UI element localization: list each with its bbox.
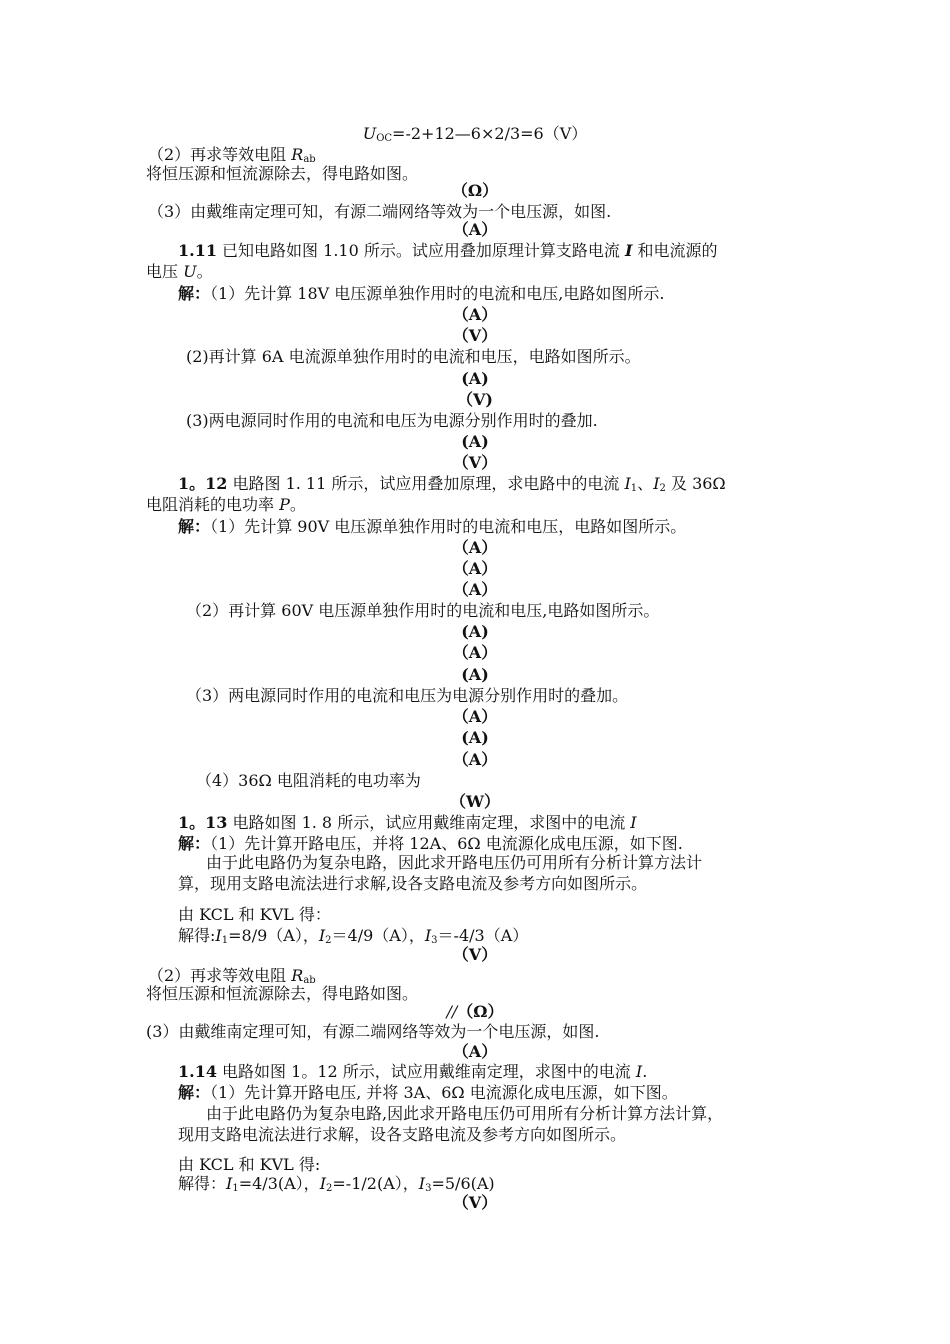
unit-label: （A） [452, 559, 498, 578]
text-line: （3）两电源同时作用的电流和电压为电源分别作用时的叠加。 [186, 686, 629, 705]
solution-line: 解：（1）先计算 90V 电压源单独作用时的电流和电压，电路如图所示。 [178, 517, 687, 536]
unit-label: (A) [461, 369, 489, 388]
unit-label: （Ω） [451, 181, 499, 200]
unit-label: （A） [452, 220, 498, 239]
unit-label: （V） [452, 945, 498, 964]
unit-label: （A） [452, 750, 498, 769]
unit-label: （A） [452, 643, 498, 662]
problem-heading: 1.11 已知电路如图 1.10 所示。试应用叠加原理计算支路电流 I 和电流源的 [178, 241, 718, 260]
solution-line: 解：（1）先计算开路电压，并将 12A、6Ω 电流源化成电压源，如下图. [178, 834, 683, 853]
unit-label: //（Ω） [446, 1002, 504, 1021]
unit-label: (A) [461, 622, 489, 641]
problem-heading: 1.14 电路如图 1。12 所示，试应用戴维南定理，求图中的电流 I. [178, 1062, 648, 1081]
text-line: 将恒压源和恒流源除去，得电路如图。 [146, 164, 419, 183]
unit-label: （A） [452, 580, 498, 599]
text-line: 现用支路电流法进行求解，设各支路电流及参考方向如图所示。 [178, 1125, 627, 1144]
unit-label: （A） [452, 707, 498, 726]
text-line: 解得$:I_1=8/9(A)$，$I_2=4/9(A)$，$I_3=-4/3(A)$ [178, 926, 529, 946]
unit-label: （W） [450, 792, 500, 811]
solution-line: 解：（1）先计算 18V 电压源单独作用时的电流和电压,电路如图所示. [178, 284, 665, 303]
text-line: (3)两电源同时作用的电流和电压为电源分别作用时的叠加. [186, 411, 598, 430]
text-line: 电阻消耗的电功率 P。 [146, 495, 306, 514]
text-line: （2）再计算 60V 电压源单独作用时的电流和电压,电路如图所示。 [186, 601, 660, 620]
unit-label: (A) [461, 665, 489, 684]
unit-label: （V） [452, 453, 498, 472]
text-line: （4）36Ω 电阻消耗的电功率为 [196, 771, 421, 790]
unit-label: （V） [452, 326, 498, 345]
text-line: 由于此电路仍为复杂电路，因此求开路电压仍可用所有分析计算方法计 [206, 853, 703, 872]
text-line: （3）由戴维南定理可知，有源二端网络等效为一个电压源，如图. [148, 202, 612, 221]
text-line: （2）再求等效电阻 $R_{ab}$ [148, 966, 316, 986]
unit-label: (A) [461, 728, 489, 747]
unit-label: （V) [457, 390, 493, 409]
text-line: 由于此电路仍为复杂电路,因此求开路电压仍可用所有分析计算方法计算， [206, 1104, 724, 1123]
text-line: 电压 U。 [146, 262, 213, 281]
text-line: 将恒压源和恒流源除去，得电路如图。 [146, 984, 419, 1003]
problem-heading: 1。13 电路如图 1. 8 所示，试应用戴维南定理，求图中的电流 I [178, 813, 637, 832]
formula-uoc: $U_{OC}=-2+12—6\times 2/3=6(V)$ [362, 124, 588, 144]
text-line: (2)再计算 6A 电流源单独作用时的电流和电压，电路如图所示。 [186, 347, 641, 366]
text-line: 解得：$I_1=4/3(A)$，$I_2=-1/2(A)$，$I_3=5/6(A)$ [178, 1174, 495, 1194]
text-line: （2）再求等效电阻 $R_{ab}$ [148, 145, 316, 165]
text-line: 由 KCL 和 KVL 得: [178, 1155, 321, 1174]
problem-heading: 1。12 电路图 1. 11 所示，试应用叠加原理，求电路中的电流 $I_1$、$I_2$ 及 36Ω [178, 474, 726, 494]
text-line: 算，现用支路电流法进行求解,设各支路电流及参考方向如图所示。 [178, 874, 648, 893]
text-line: 由 KCL 和 KVL 得： [178, 905, 331, 924]
unit-label: （V） [452, 1193, 498, 1212]
solution-line: 解：（1）先计算开路电压, 并将 3A、6Ω 电流源化成电压源，如下图。 [178, 1083, 678, 1102]
unit-label: （A） [452, 1042, 498, 1061]
unit-label: （A） [452, 538, 498, 557]
unit-label: （A） [452, 305, 498, 324]
unit-label: (A) [461, 432, 489, 451]
text-line: (3）由戴维南定理可知，有源二端网络等效为一个电压源，如图. [146, 1022, 600, 1041]
